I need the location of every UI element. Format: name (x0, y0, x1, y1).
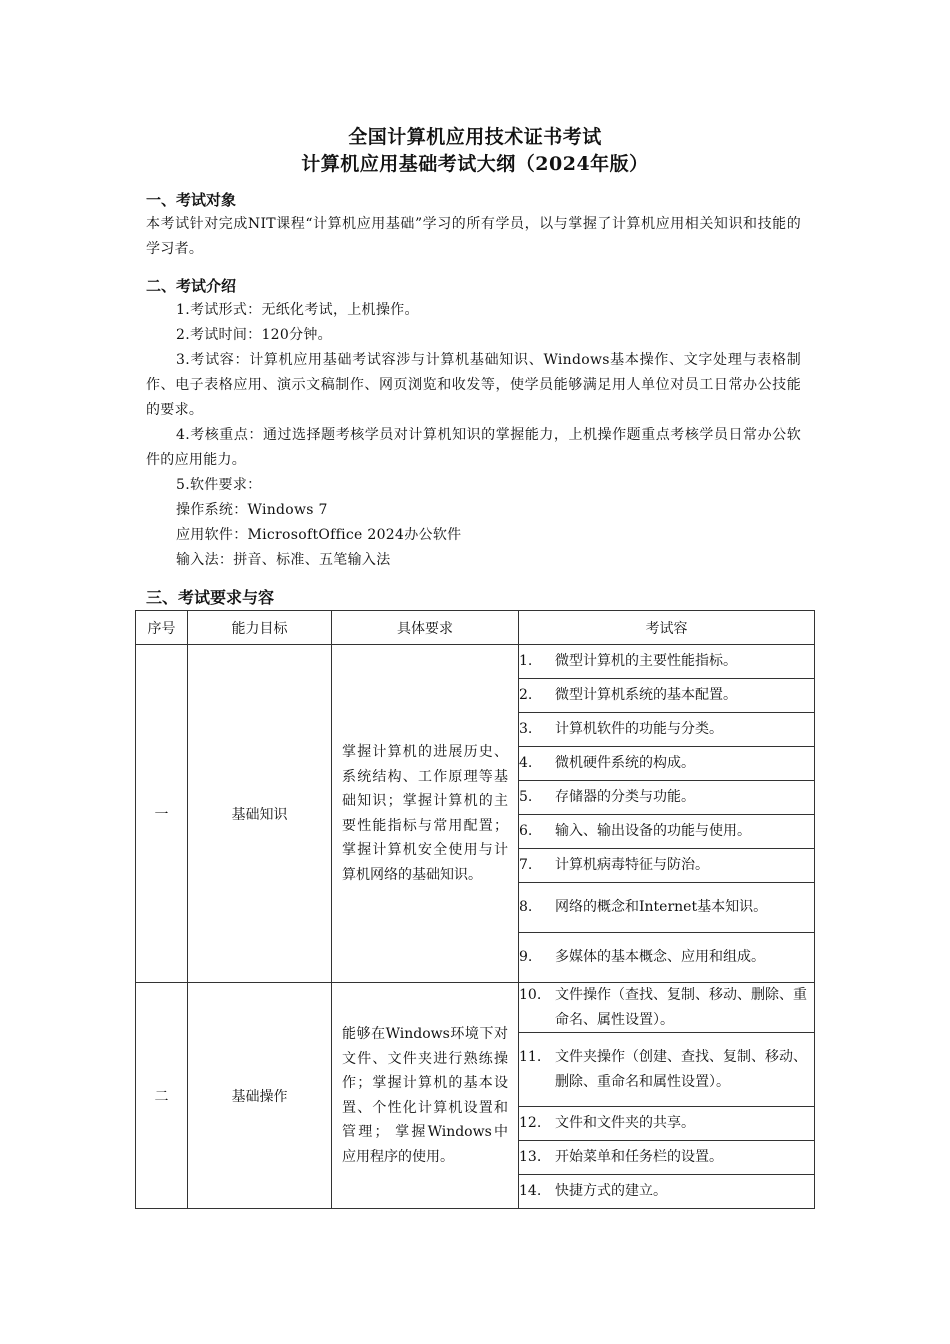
item-text: 文件操作（查找、复制、移动、删除、重命名、属性设置）。 (555, 987, 807, 1028)
content-item (519, 849, 815, 883)
content-item (519, 933, 815, 983)
item-number: 8. (519, 899, 533, 916)
section-2-heading: 二、考试介绍 (146, 277, 237, 295)
content-item (519, 1141, 815, 1175)
item-text: 文件和文件夹的共享。 (555, 1115, 695, 1132)
row-ability: 基础知识 (188, 645, 332, 983)
item-text: 网络的概念和Internet基本知识。 (555, 899, 768, 916)
item-number: 6. (519, 823, 533, 840)
item-text: 快捷方式的建立。 (555, 1183, 667, 1200)
content-item (519, 645, 815, 679)
item-number: 10. (519, 987, 542, 1003)
table-header-row (136, 611, 815, 645)
item-number: 9. (519, 949, 533, 966)
row-seq: 一 (136, 645, 188, 983)
content-item (519, 1107, 815, 1141)
title-line-1: 全国计算机应用技术证书考试 (348, 126, 602, 148)
ime-requirement: 输入法：拼音、标准、五笔输入法 (176, 552, 391, 568)
header-content: 考试容 (519, 611, 815, 645)
item-text: 计算机病毒特征与防治。 (555, 857, 709, 874)
item-number: 1. (519, 653, 533, 670)
exam-focus-item: 4.考核重点：通过选择题考核学员对计算机知识的掌握能力，上机操作题重点考核学员日常办公软件的应用能力。 (146, 427, 801, 468)
table-row (136, 645, 815, 679)
content-item (519, 883, 815, 933)
row-ability: 基础操作 (188, 983, 332, 1209)
content-item (519, 679, 815, 713)
item-number: 2. (519, 687, 533, 704)
item-text: 输入、输出设备的功能与使用。 (555, 823, 751, 840)
item-number: 3. (519, 721, 533, 738)
item-text: 多媒体的基本概念、应用和组成。 (555, 949, 765, 966)
section-1-text: 本考试针对完成NIT课程“计算机应用基础”学习的所有学员，以与掌握了计算机应用相关知识和技能的学习者。 (146, 216, 801, 257)
item-number: 4. (519, 755, 533, 772)
item-number: 13. (519, 1149, 542, 1166)
row-requirement (332, 645, 519, 983)
item-text: 文件夹操作（创建、查找、复制、移动、删除、重命名和属性设置）。 (555, 1049, 807, 1090)
exam-requirements-table (135, 610, 815, 1209)
content-item (519, 815, 815, 849)
item-text: 存储器的分类与功能。 (555, 789, 695, 806)
content-item (519, 747, 815, 781)
os-requirement: 操作系统：Windows 7 (176, 502, 328, 518)
item-text: 计算机软件的功能与分类。 (555, 721, 723, 738)
requirement-text: 能够在Windows环境下对文件、文件夹进行熟练操作；掌握计算机的基本设置、个性化计算机设置和管理； 掌握Windows中应用程序的使用。 (342, 1026, 508, 1165)
item-number: 12. (519, 1115, 542, 1132)
item-text: 微机硬件系统的构成。 (555, 755, 695, 772)
exam-time-item: 2.考试时间：120分钟。 (176, 327, 332, 343)
document-title (0, 124, 950, 178)
item-text: 微型计算机的主要性能指标。 (555, 653, 737, 670)
item-text: 微型计算机系统的基本配置。 (555, 687, 737, 704)
exam-content-item: 3.考试容：计算机应用基础考试容涉与计算机基础知识、Windows基本操作、文字处理与表格制作、电子表格应用、演示文稿制作、网页浏览和收发等，使学员能够满足用人单位对员工日常办公技能的要求。 (146, 352, 801, 418)
content-item (519, 1175, 815, 1209)
header-requirement: 具体要求 (332, 611, 519, 645)
content-item (519, 1033, 815, 1107)
item-number: 5. (519, 789, 533, 806)
software-requirements-item: 5.软件要求： (176, 477, 262, 493)
row-requirement (332, 983, 519, 1209)
software-requirement: 应用软件：MicrosoftOffice 2024办公软件 (176, 527, 462, 543)
item-number: 7. (519, 857, 533, 874)
content-item (519, 713, 815, 747)
exam-format-item: 1.考试形式：无纸化考试，上机操作。 (176, 302, 419, 318)
content-item (519, 983, 815, 1033)
header-seq: 序号 (136, 611, 188, 645)
requirement-text: 掌握计算机的进展历史、系统结构、工作原理等基础知识；掌握计算机的主要性能指标与常用配置；掌握计算机安全使用与计算机网络的基础知识。 (342, 744, 508, 883)
table-row (136, 983, 815, 1033)
header-ability: 能力目标 (188, 611, 332, 645)
item-number: 11. (519, 1049, 542, 1065)
title-line-2: 计算机应用基础考试大纲（2024年版） (301, 153, 649, 175)
item-number: 14. (519, 1183, 542, 1200)
row-seq: 二 (136, 983, 188, 1209)
section-1-heading: 一、考试对象 (146, 191, 237, 209)
item-text: 开始菜单和任务栏的设置。 (555, 1149, 723, 1166)
content-item (519, 781, 815, 815)
section-3-heading: 三、考试要求与容 (146, 588, 275, 607)
